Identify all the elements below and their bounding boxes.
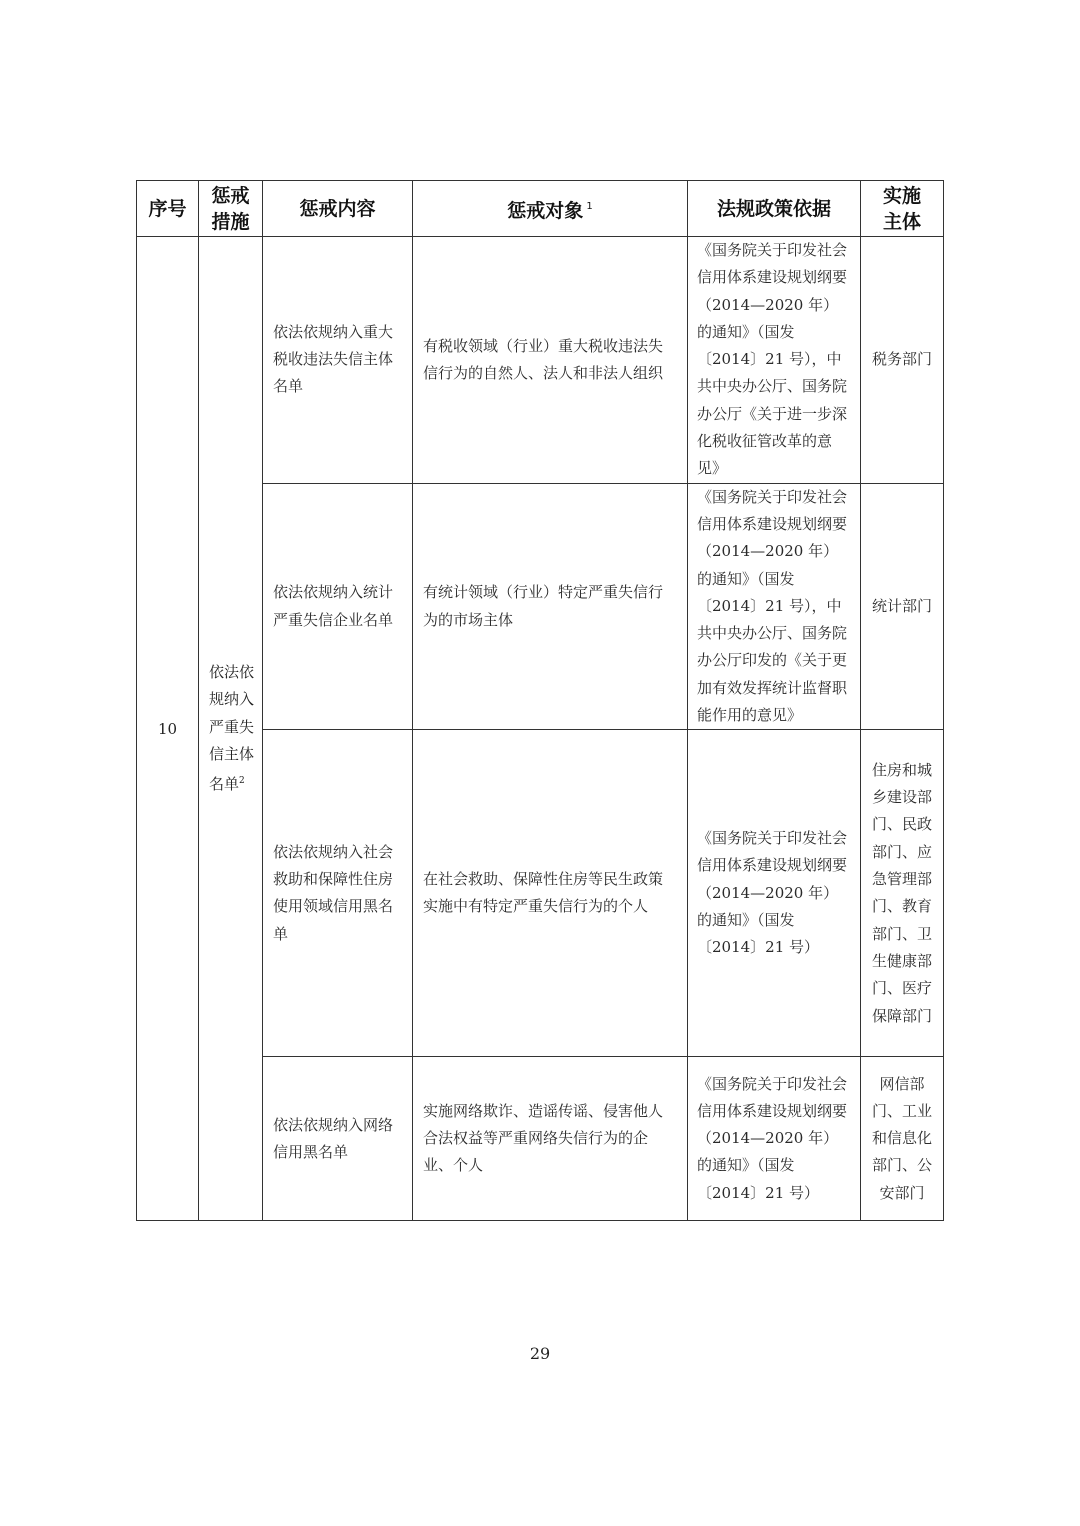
target-cell: 有税收领域（行业）重大税收违法失信行为的自然人、法人和非法人组织	[413, 237, 688, 484]
header-target: 惩戒对象 $^1$	[413, 181, 688, 237]
header-agency: 实施主体	[861, 181, 944, 237]
content-cell: 依法依规纳入社会救助和保障性住房使用领域信用黑名单	[263, 730, 413, 1057]
page-number: 29	[529, 1344, 551, 1363]
agency-cell: 住房和城乡建设部门、民政部门、应急管理部门、教育部门、卫生健康部门、医疗保障部门	[861, 730, 944, 1057]
target-cell: 实施网络欺诈、造谣传谣、侵害他人合法权益等严重网络失信行为的企业、个人	[413, 1057, 688, 1221]
target-cell: 有统计领域（行业）特定严重失信行为的市场主体	[413, 483, 688, 730]
seq-cell: 10	[137, 237, 199, 1221]
header-seq: 序号	[137, 181, 199, 237]
table-header-row	[137, 181, 944, 237]
header-measure: 惩戒措施	[199, 181, 263, 237]
content-cell: 依法依规纳入统计严重失信企业名单	[263, 483, 413, 730]
target-cell: 在社会救助、保障性住房等民生政策实施中有特定严重失信行为的个人	[413, 730, 688, 1057]
content-cell: 依法依规纳入网络信用黑名单	[263, 1057, 413, 1221]
agency-cell: 统计部门	[861, 483, 944, 730]
footnote-marker: 2	[239, 776, 245, 787]
agency-cell: 税务部门	[861, 237, 944, 484]
footnote-marker: 1	[586, 200, 593, 212]
measure-cell: 依法依规纳入严重失信主体名单$^2$	[199, 237, 263, 1221]
content-cell: 依法依规纳入重大税收违法失信主体名单	[263, 237, 413, 484]
header-basis: 法规政策依据	[688, 181, 861, 237]
header-content: 惩戒内容	[263, 181, 413, 237]
table-row	[137, 237, 944, 484]
basis-cell: 《国务院关于印发社会信用体系建设规划纲要（2014—2020 年）的通知》（国发〔2014〕21 号），中共中央办公厅、国务院办公厅《关于进一步深化税收征管改革的意见》	[688, 237, 861, 484]
agency-cell: 网信部门、工业和信息化部门、公安部门	[861, 1057, 944, 1221]
discipline-measures-table	[136, 180, 944, 1221]
basis-cell: 《国务院关于印发社会信用体系建设规划纲要（2014—2020 年）的通知》（国发〔2014〕21 号），中共中央办公厅、国务院办公厅印发的《关于更加有效发挥统计监督职能作用的意见》	[688, 483, 861, 730]
basis-cell: 《国务院关于印发社会信用体系建设规划纲要（2014—2020 年）的通知》（国发〔2014〕21 号）	[688, 1057, 861, 1221]
basis-cell: 《国务院关于印发社会信用体系建设规划纲要（2014—2020 年）的通知》（国发〔2014〕21 号）	[688, 730, 861, 1057]
